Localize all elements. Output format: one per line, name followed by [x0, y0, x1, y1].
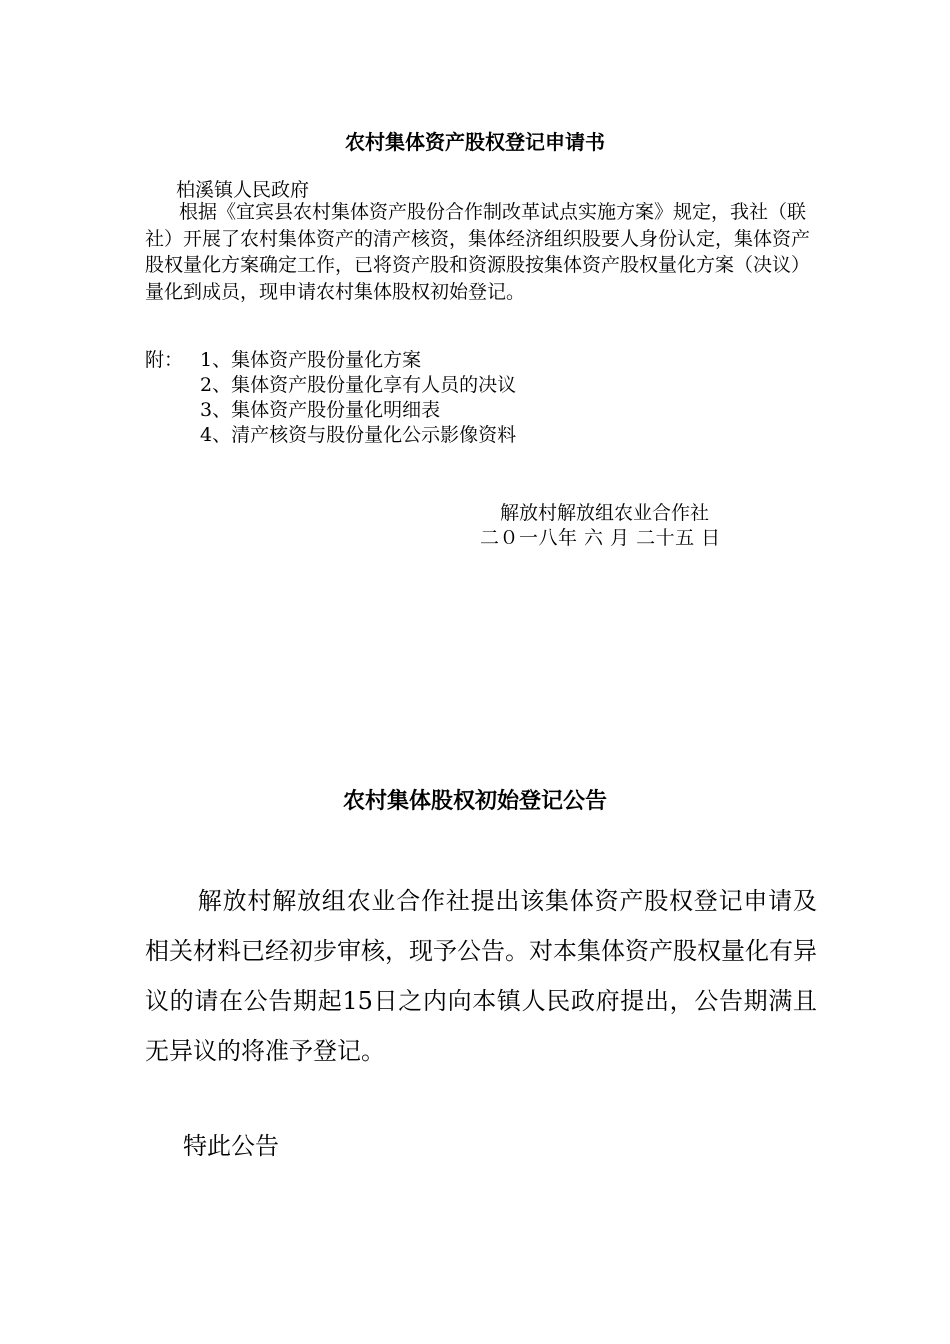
application-title: 农村集体资产股权登记申请书: [345, 130, 605, 154]
signature-organization: 解放村解放组农业合作社: [500, 502, 710, 524]
attachment-item: 2、集体资产股份量化享有人员的决议: [200, 374, 517, 396]
attachment-item: 附： 1、集体资产股份量化方案: [145, 349, 422, 371]
attachments-label: 附：: [145, 349, 184, 371]
application-body: [145, 199, 825, 305]
attachments-list: [145, 348, 516, 448]
notice-closing: 特此公告: [183, 1132, 279, 1160]
signature-date: 二０一八年 六 月 二十五 日: [480, 527, 721, 549]
notice-title: 农村集体股权初始登记公告: [342, 789, 607, 814]
application-body-text: 根据《宜宾县农村集体资产股份合作制改革试点实施方案》规定，我社（联社）开展了农村集体资产的清产核资，集体经济组织股要人身份认定，集体资产股权量化方案确定工作，已将资产股和资源股按集体资产股权量化方案（决议）量化到成员，现申请农村集体股权初始登记。: [145, 201, 811, 303]
notice-body-text: 解放村解放组农业合作社提出该集体资产股权登记申请及相关材料已经初步审核，现予公告。对本集体资产股权量化有异议的请在公告期起15日之内向本镇人民政府提出，公告期满且无异议的将准予登记。: [145, 887, 817, 1065]
addressee: 柏溪镇人民政府: [176, 179, 310, 201]
attachment-item: 3、集体资产股份量化明细表: [200, 399, 441, 421]
notice-body: [145, 876, 817, 1076]
attachment-item: 4、清产核资与股份量化公示影像资料: [200, 424, 517, 446]
